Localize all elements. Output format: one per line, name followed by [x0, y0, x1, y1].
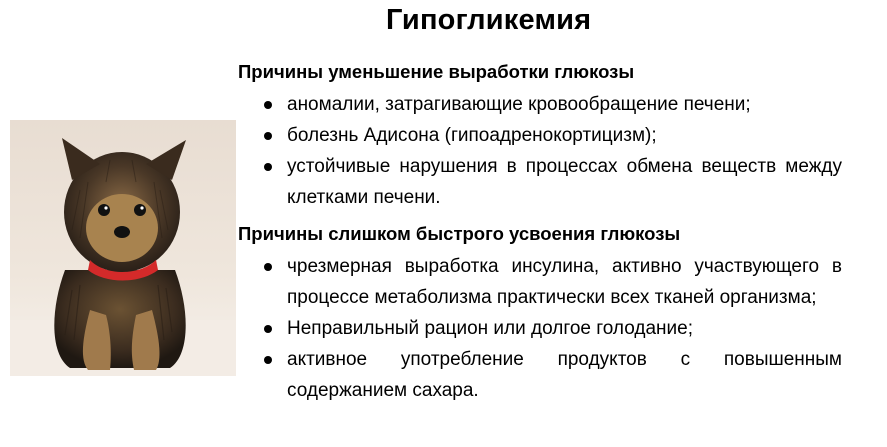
list-item-text: Неправильный рацион или долгое голодание;	[287, 318, 693, 339]
bullet-dot-icon	[264, 356, 272, 364]
bullet-list-glucose-production	[262, 89, 842, 213]
bullet-dot-icon	[264, 325, 272, 333]
list-item	[262, 313, 842, 344]
slide-title: Гипогликемия	[386, 4, 592, 36]
list-item	[262, 344, 842, 406]
bullet-dot-icon	[264, 163, 272, 171]
list-item-text: аномалии, затрагивающие кровообращение печени;	[287, 94, 751, 115]
list-item	[262, 251, 842, 313]
list-item	[262, 89, 842, 120]
bullet-dot-icon	[264, 101, 272, 109]
list-item-text: болезнь Адисона (гипоадренокортицизм);	[287, 125, 657, 146]
bullet-dot-icon	[264, 132, 272, 140]
list-item-text: устойчивые нарушения в процессах обмена веществ между клетками печени.	[287, 156, 842, 208]
section-heading-glucose-absorption: Причины слишком быстрого усвоения глюкозы	[238, 223, 681, 244]
list-item-text: активное употребление продуктов с повышенным содержанием сахара.	[287, 349, 842, 401]
list-item	[262, 151, 842, 213]
puppy-photo	[10, 120, 236, 376]
section-heading-glucose-production: Причины уменьшение выработки глюкозы	[238, 61, 635, 82]
bullet-dot-icon	[264, 263, 272, 271]
list-item-text: чрезмерная выработка инсулина, активно участвующего в процессе метаболизма практически всех тканей организма;	[287, 256, 842, 308]
bullet-list-glucose-absorption	[262, 251, 842, 406]
list-item	[262, 120, 842, 151]
